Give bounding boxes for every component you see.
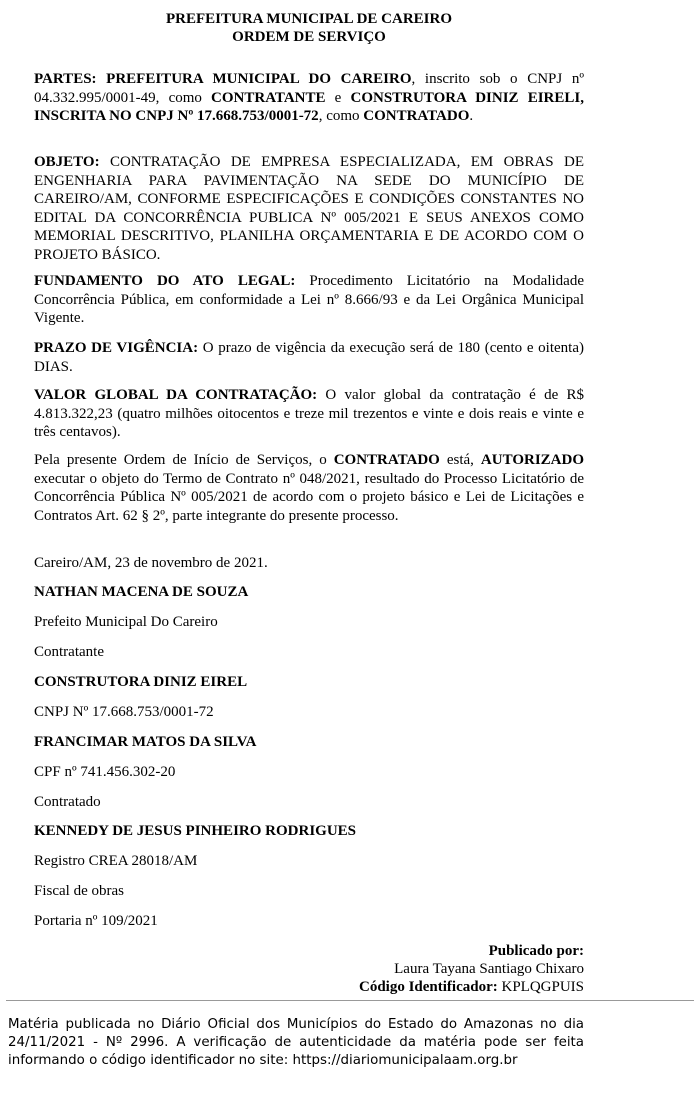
identifier-code-label: Código Identificador: bbox=[358, 979, 498, 995]
ordem-text3: executar o objeto do Termo de Contrato nº 048/2021, resultado do Processo Licitatório de Concorrência Pública Nº 005/2021 de acordo com o projeto básico e Lei de Licitações e Contratos Art. 62 § 2º, parte integrante do presente processo. bbox=[34, 470, 584, 524]
header-line1: PREFEITURA MUNICIPAL DE CAREIRO bbox=[166, 11, 452, 27]
ordem-text1: Pela presente Ordem de Início de Serviços, o bbox=[34, 452, 334, 468]
signatory-role-3: Fiscal de obras bbox=[34, 883, 124, 899]
company-name: CONSTRUTORA DINIZ EIREL bbox=[34, 674, 248, 690]
valor-text: O valor global da contratação é de R$ 4.813.322,23 (quatro milhões oitocentos e treze mil trezentos e vinte e dois reais e vinte e três centavos). bbox=[34, 387, 584, 440]
partes-text2: e bbox=[325, 89, 351, 106]
partes-text1: , inscrito sob o CNPJ nº 04.332.995/0001-49, como bbox=[34, 71, 584, 106]
signatory-name-3: KENNEDY DE JESUS PINHEIRO RODRIGUES bbox=[34, 823, 357, 839]
fundamento-label: FUNDAMENTO DO ATO LEGAL: bbox=[34, 273, 296, 289]
partes-text4: . bbox=[469, 108, 474, 124]
signatory-crea: Registro CREA 28018/AM bbox=[34, 853, 198, 869]
signatory-role-1: Prefeito Municipal Do Careiro bbox=[34, 614, 218, 630]
signatory-name-2: FRANCIMAR MATOS DA SILVA bbox=[34, 734, 257, 750]
portaria: Portaria nº 109/2021 bbox=[34, 913, 158, 929]
objeto-paragraph bbox=[34, 153, 584, 264]
valor-label: VALOR GLOBAL DA CONTRATAÇÃO: bbox=[34, 387, 318, 403]
ordem-text2: está, bbox=[439, 452, 481, 468]
local-data: Careiro/AM, 23 de novembro de 2021. bbox=[34, 555, 268, 571]
ordem-paragraph bbox=[34, 451, 584, 525]
document-body bbox=[34, 10, 584, 46]
signatory-cpf: CPF nº 741.456.302-20 bbox=[34, 764, 176, 780]
partes-contratante: CONTRATANTE bbox=[211, 89, 326, 106]
partes-construtora: CONSTRUTORA DINIZ EIRELI, INSCRITA NO CNPJ Nº 17.668.753/0001-72 bbox=[34, 89, 584, 124]
signatory-party-1: Contratante bbox=[34, 644, 104, 660]
company-cnpj: CNPJ Nº 17.668.753/0001-72 bbox=[34, 704, 214, 720]
objeto-label: OBJETO: bbox=[34, 154, 100, 170]
identifier-code-line bbox=[359, 978, 584, 997]
prazo-text: O prazo de vigência da execução será de 180 (cento e oitenta) DIAS. bbox=[34, 340, 584, 375]
prazo-label: PRAZO DE VIGÊNCIA: bbox=[34, 340, 199, 356]
published-by-name: Laura Tayana Santiago Chixaro bbox=[394, 961, 584, 977]
identifier-code: KPLQGPUIS bbox=[497, 979, 584, 995]
signatory-name-1: NATHAN MACENA DE SOUZA bbox=[34, 584, 249, 600]
signatory-party-2: Contratado bbox=[34, 794, 101, 810]
header-title bbox=[34, 10, 584, 46]
published-by-label: Publicado por: bbox=[488, 943, 584, 959]
valor-paragraph bbox=[34, 386, 584, 442]
partes-text3: , como bbox=[318, 108, 364, 124]
objeto-text: CONTRATAÇÃO DE EMPRESA ESPECIALIZADA, EM OBRAS DE ENGENHARIA PARA PAVIMENTAÇÃO NA SEDE DO MUNICÍPIO DE CAREIRO/AM, CONFORME ESPECIFICAÇÕES E CONDIÇÕES CONSTANTES NO EDITAL DA CONCORRÊNCIA PUBLICA Nº 005/2021 E SEUS ANEXOS COMO MEMORIAL DESCRITIVO, PLANILHA ORÇAMENTARIA E DE ACORDO COM O PROJETO BÁSICO. bbox=[34, 154, 584, 263]
ordem-autorizado: AUTORIZADO bbox=[480, 452, 584, 468]
footer-notice: Matéria publicada no Diário Oficial dos Municípios do Estado do Amazonas no dia 24/11/2021 - Nº 2996. A verificação de autenticidade da matéria pode ser feita informando o código identificador no site: https://diariomunicipalaam.org.br bbox=[8, 1017, 584, 1068]
header-line2: ORDEM DE SERVIÇO bbox=[232, 29, 386, 45]
partes-contratado: CONTRATADO bbox=[363, 108, 470, 124]
fundamento-paragraph bbox=[34, 272, 584, 328]
partes-paragraph bbox=[34, 70, 584, 126]
ordem-contratado: CONTRATADO bbox=[333, 452, 440, 468]
prazo-paragraph bbox=[34, 339, 584, 376]
partes-label: PARTES: PREFEITURA MUNICIPAL DO CAREIRO bbox=[34, 71, 412, 87]
fundamento-text: Procedimento Licitatório na Modalidade Concorrência Pública, em conformidade a Lei nº 8.666/93 e da Lei Orgânica Municipal Vigente. bbox=[34, 273, 584, 326]
footer-divider bbox=[6, 1000, 694, 1001]
